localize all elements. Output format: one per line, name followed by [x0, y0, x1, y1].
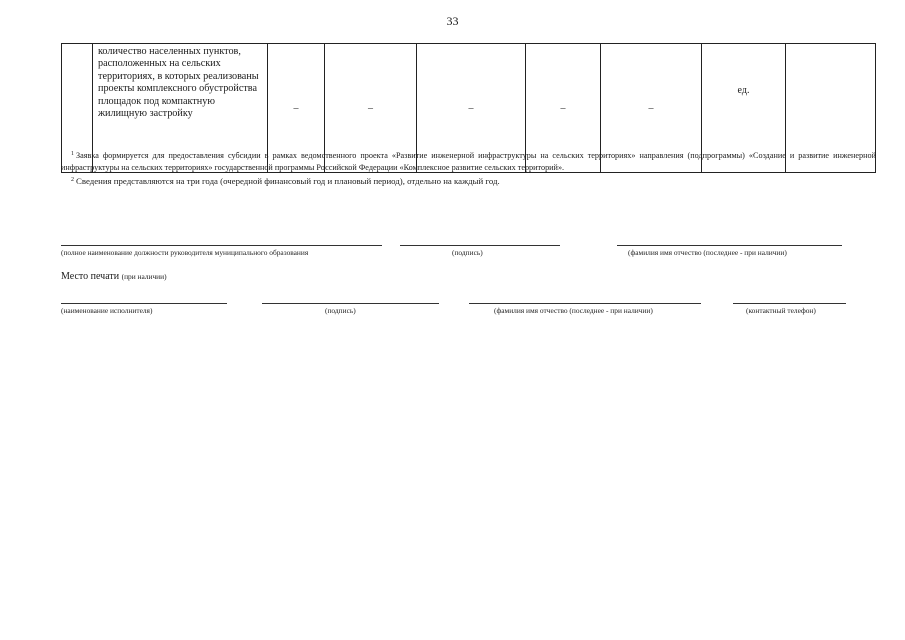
- executor-phone-line: [733, 303, 846, 304]
- unit-cell: ед.: [702, 44, 786, 173]
- footnote-mark: 1: [71, 151, 74, 157]
- footnote-2: [61, 174, 876, 187]
- stamp-label: Место печати: [61, 271, 120, 282]
- executor-role-line: [61, 303, 227, 304]
- head-name-line: [617, 245, 842, 246]
- footnote-text: Сведения представляются на три года (очередной финансовый год и плановый период), отдельно на каждый год.: [76, 176, 500, 186]
- footnote-1: [61, 148, 876, 174]
- executor-role-caption: (наименование исполнителя): [61, 306, 153, 315]
- head-signature-line: [400, 245, 560, 246]
- executor-phone-caption: (контактный телефон): [746, 306, 816, 315]
- indicator-description: количество населенных пунктов, расположенных на сельских территориях, в которых реализованы проекты комплексного обустройства площадок под компактную жилищную застройку: [93, 44, 268, 173]
- footnote-text: Заявка формируется для предоставления субсидии в рамках ведомственного проекта «Развитие инженерной инфраструктуры на сельских территориях» направления (подпрограммы) «Создание и развитие инженерной инфраструктуры на сельских территориях» государственной программы Российской Федерации «Комплексное развитие сельских территорий».: [61, 151, 876, 172]
- stamp-place: [61, 271, 167, 282]
- value-cell: –: [601, 44, 702, 173]
- footnote-mark: 2: [71, 177, 74, 183]
- head-signature-caption: (подпись): [452, 248, 483, 257]
- executor-signature-line: [262, 303, 439, 304]
- stamp-note: (при наличии): [121, 272, 167, 281]
- footnotes: [61, 148, 876, 187]
- head-name-caption: (фамилия имя отчество (последнее - при наличии): [628, 248, 787, 257]
- value-cell: –: [268, 44, 325, 173]
- value-cell: –: [325, 44, 417, 173]
- head-position-line: [61, 245, 382, 246]
- value-cell: –: [417, 44, 526, 173]
- value-cell: –: [526, 44, 601, 173]
- head-position-caption: (полное наименование должности руководителя муниципального образования: [61, 248, 309, 257]
- page-number: 33: [446, 14, 459, 28]
- executor-name-caption: (фамилия имя отчество (последнее - при наличии): [494, 306, 653, 315]
- executor-name-line: [469, 303, 701, 304]
- executor-signature-caption: (подпись): [325, 306, 356, 315]
